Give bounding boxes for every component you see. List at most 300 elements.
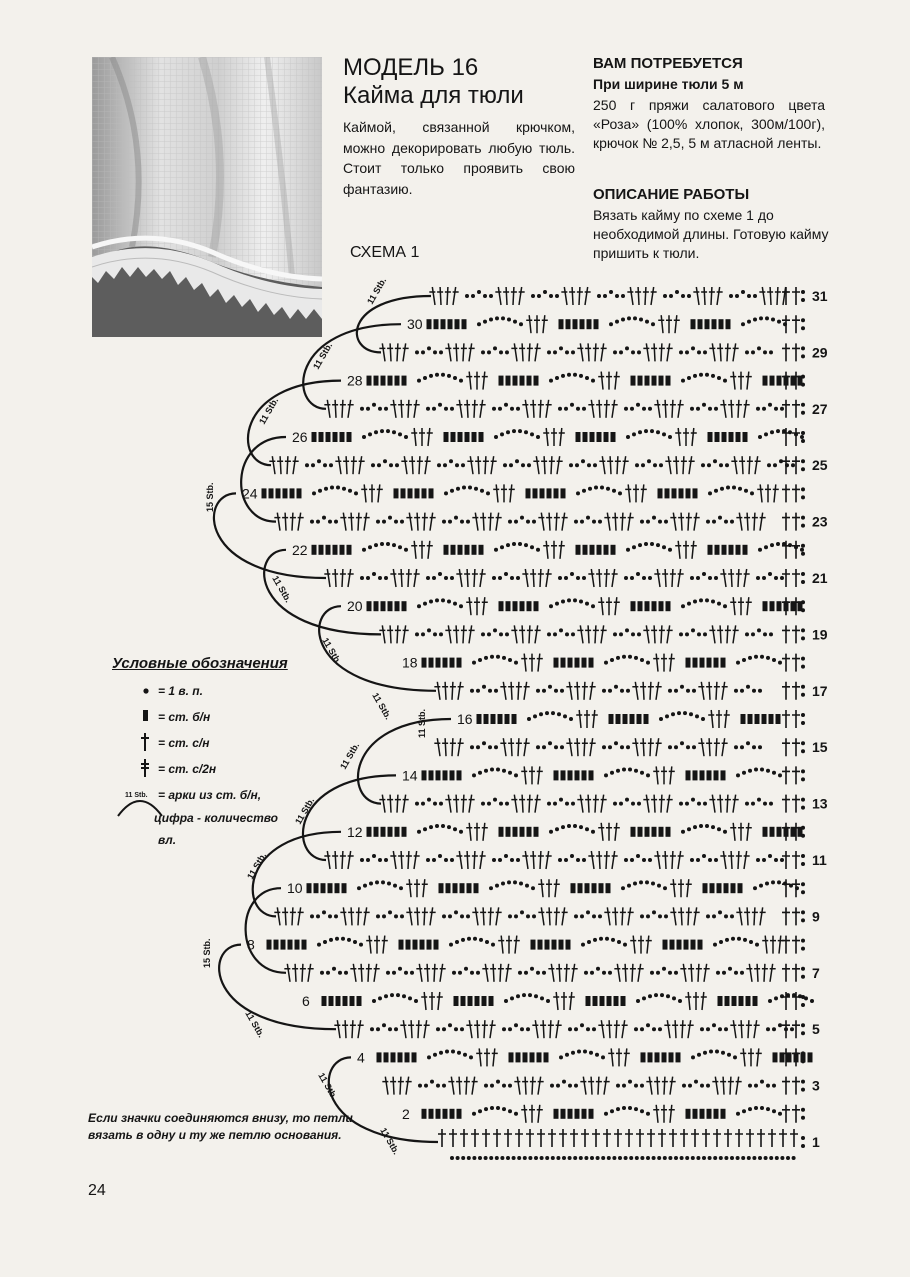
sc-stitch [589, 770, 594, 780]
dc-fan [472, 907, 478, 925]
dc-fan [488, 907, 494, 925]
chain-stitch [715, 1050, 719, 1054]
chain-stitch [439, 350, 443, 354]
dc-fan [398, 400, 404, 418]
chain-stitch [801, 1108, 805, 1112]
dc-stitch [658, 1129, 666, 1147]
sc-stitch [597, 545, 602, 555]
chain-stitch [469, 1055, 473, 1059]
sc-stitch [655, 1052, 660, 1062]
chain-stitch [801, 326, 805, 330]
dc-fan [704, 964, 710, 982]
sc-stitch [527, 376, 532, 386]
sc-stitch [335, 883, 340, 893]
chain-stitch [587, 463, 591, 467]
dc-fan [614, 372, 620, 390]
sc-stitch [554, 488, 559, 498]
chain-stitch [435, 824, 439, 828]
dc-fan [403, 625, 409, 643]
dc-fan [522, 1077, 528, 1095]
dc-fan [712, 1077, 718, 1095]
dc-fan [601, 795, 607, 813]
dc-fan [522, 400, 528, 418]
sc-stitch [708, 432, 713, 442]
chain-stitch [328, 914, 332, 918]
chain-stitch [674, 1156, 678, 1160]
sc-stitch [715, 432, 720, 442]
dc-fan [411, 541, 417, 559]
sc-stitch [589, 658, 594, 668]
sc-stitch [474, 883, 479, 893]
chain-stitch [741, 290, 745, 294]
chain-stitch [689, 712, 693, 716]
sc-stitch [715, 545, 720, 555]
chain-stitch [426, 407, 430, 411]
dc-fan [464, 1077, 470, 1095]
chain-stitch [579, 600, 583, 604]
sc-stitch [326, 432, 331, 442]
dc-fan [461, 795, 467, 813]
dc-fan [401, 456, 407, 474]
row-number-inner: 22 [292, 541, 308, 558]
chain-stitch [801, 665, 805, 669]
chain-stitch [644, 429, 648, 433]
row-number-inner: 10 [287, 880, 303, 897]
chain-stitch [426, 576, 430, 580]
dc-fan [654, 1077, 660, 1095]
dc-fan [656, 738, 662, 756]
dc-fan [608, 1048, 614, 1066]
sc-stitch [717, 883, 722, 893]
chain-stitch [496, 768, 500, 772]
sc-stitch [637, 714, 642, 724]
chain-stitch [801, 947, 805, 951]
dc-fan [429, 992, 435, 1010]
chain-stitch [555, 602, 559, 606]
dc-fan [466, 597, 472, 615]
dc-fan [340, 907, 346, 925]
row-number: 11 [812, 852, 827, 868]
dc-fan [569, 992, 575, 1010]
chain-stitch [336, 486, 340, 490]
dc-fan [434, 738, 440, 756]
dc-stitch [782, 766, 790, 784]
chain-stitch [738, 487, 742, 491]
chain-stitch [519, 322, 523, 326]
chain-stitch [751, 632, 755, 636]
dc-fan [584, 710, 590, 728]
dc-fan [736, 851, 742, 869]
sc-stitch [669, 1052, 674, 1062]
chain-stitch [748, 656, 752, 660]
sc-stitch [319, 545, 324, 555]
sc-stitch [710, 883, 715, 893]
chain-stitch [501, 316, 505, 320]
dc-fan [543, 541, 549, 559]
dc-fan [661, 1105, 667, 1123]
chain-stitch [366, 576, 370, 580]
chain-stitch [718, 516, 722, 520]
chain-stitch [384, 407, 388, 411]
chain-stitch [766, 1107, 770, 1111]
dc-stitch [702, 1129, 710, 1147]
sc-stitch [604, 432, 609, 442]
sc-stitch [698, 940, 703, 950]
chain-stitch [498, 407, 502, 411]
sc-stitch [472, 545, 477, 555]
chain-stitch [701, 717, 705, 721]
chain-stitch [505, 802, 509, 806]
arc-stitch-count: 11 Stb. [270, 574, 294, 605]
sc-stitch [686, 658, 691, 668]
chain-stitch [777, 880, 781, 884]
chain-stitch [757, 628, 761, 632]
chain-stitch [718, 1027, 722, 1031]
chain-stitch [394, 520, 398, 524]
chain-stitch [763, 632, 767, 636]
dc-fan [416, 1020, 422, 1038]
sc-stitch [457, 658, 462, 668]
chain-stitch [461, 463, 465, 467]
chain-stitch [629, 1156, 633, 1160]
chain-stitch [448, 914, 452, 918]
dc-fan [421, 992, 427, 1010]
chain-stitch [748, 1107, 752, 1111]
chain-stitch [540, 1156, 544, 1160]
chain-stitch [801, 882, 805, 886]
sc-stitch [384, 1052, 389, 1062]
chain-stitch [433, 802, 437, 806]
chain-stitch [584, 971, 588, 975]
chain-stitch [693, 374, 697, 378]
chain-stitch [733, 1055, 737, 1059]
chain-stitch [530, 967, 534, 971]
chain-stitch [348, 489, 352, 493]
chain-stitch [493, 346, 497, 350]
sc-stitch [402, 376, 407, 386]
chain-stitch [508, 914, 512, 918]
sc-stitch [454, 996, 459, 1006]
row-number: 3 [812, 1077, 820, 1094]
dc-fan [358, 1020, 364, 1038]
chain-stitch [766, 769, 770, 773]
chain-stitch [451, 1050, 455, 1054]
chain-stitch [745, 350, 749, 354]
dc-fan [466, 823, 472, 841]
chain-stitch [435, 373, 439, 377]
sc-stitch [443, 658, 448, 668]
chain-stitch [430, 1080, 434, 1084]
dc-fan [403, 343, 409, 361]
chain-stitch [685, 350, 689, 354]
dc-fan [585, 287, 591, 305]
dc-fan [527, 795, 533, 813]
dc-fan [694, 513, 700, 531]
dc-fan [516, 738, 522, 756]
sc-stitch [482, 996, 487, 1006]
chain-stitch [801, 290, 805, 294]
chain-stitch [414, 999, 418, 1003]
sc-stitch [443, 1109, 448, 1119]
chain-stitch [604, 1112, 608, 1116]
sc-stitch [395, 376, 400, 386]
sc-stitch [439, 883, 444, 893]
dc-stitch [724, 1129, 732, 1147]
chain-stitch [454, 1027, 458, 1031]
dc-stitch [792, 1077, 800, 1095]
dc-fan [672, 1020, 678, 1038]
chain-stitch [778, 661, 782, 665]
chain-stitch [612, 1156, 616, 1160]
chain-stitch [801, 544, 805, 548]
chain-stitch [648, 407, 652, 411]
chain-stitch [687, 602, 691, 606]
dc-fan [406, 907, 412, 925]
dc-fan [342, 1020, 348, 1038]
dc-fan [529, 1105, 535, 1123]
chain-stitch [551, 711, 555, 715]
chain-stitch [510, 576, 514, 580]
chain-stitch [621, 318, 625, 322]
dc-stitch [438, 1129, 446, 1147]
chain-stitch [612, 489, 616, 493]
dc-fan [554, 879, 560, 897]
chain-stitch [685, 1156, 689, 1160]
chain-stitch [450, 1156, 454, 1160]
row-number-inner: 20 [347, 598, 363, 615]
dc-fan [290, 513, 296, 531]
sc-stitch [460, 883, 465, 893]
sc-stitch [708, 545, 713, 555]
chain-stitch [517, 1156, 521, 1160]
chain-stitch [740, 745, 744, 749]
chain-stitch [415, 632, 419, 636]
dc-stitch [614, 1129, 622, 1147]
chain-stitch [322, 910, 326, 914]
chain-stitch [341, 937, 345, 941]
dc-fan [464, 851, 470, 869]
chain-stitch [549, 294, 553, 298]
chain-stitch [713, 459, 717, 463]
chain-stitch [619, 802, 623, 806]
chain-stitch [498, 576, 502, 580]
sc-stitch [398, 1052, 403, 1062]
sc-stitch [412, 1052, 417, 1062]
dc-fan [640, 738, 646, 756]
dc-fan [474, 1020, 480, 1038]
chain-stitch [727, 1053, 731, 1057]
chain-stitch [470, 689, 474, 693]
chain-stitch [372, 572, 376, 576]
chain-stitch [608, 745, 612, 749]
sc-stitch [693, 488, 698, 498]
chain-stitch [570, 854, 574, 858]
chain-stitch [490, 1106, 494, 1110]
dc-fan [395, 343, 401, 361]
chain-stitch [590, 971, 594, 975]
chain-stitch [476, 971, 480, 975]
sc-stitch [770, 376, 775, 386]
chain-stitch [508, 1084, 512, 1088]
chain-stitch [556, 1156, 560, 1160]
dc-stitch [603, 1129, 611, 1147]
chain-stitch [778, 1023, 782, 1027]
chain-stitch [801, 318, 805, 322]
chain-stitch [316, 914, 320, 918]
dc-fan [681, 456, 687, 474]
chain-stitch [524, 430, 528, 434]
dc-fan [458, 738, 464, 756]
chain-stitch [767, 463, 771, 467]
chain-stitch [496, 1080, 500, 1084]
chain-stitch [394, 1027, 398, 1031]
chain-stitch [560, 745, 564, 749]
dc-fan [382, 936, 388, 954]
chain-stitch [305, 463, 309, 467]
dc-fan [516, 682, 522, 700]
chain-stitch [384, 994, 388, 998]
chain-stitch [380, 429, 384, 433]
dc-fan [482, 597, 488, 615]
dc-fan [458, 682, 464, 700]
chain-stitch [801, 890, 805, 894]
chain-stitch [592, 520, 596, 524]
chain-stitch [699, 598, 703, 602]
chain-stitch [372, 999, 376, 1003]
chain-stitch [384, 858, 388, 862]
chain-stitch [634, 1027, 638, 1031]
dc-fan [588, 569, 594, 587]
dc-fan [593, 343, 599, 361]
dc-fan [546, 851, 552, 869]
chain-stitch [489, 1156, 493, 1160]
chain-stitch [626, 689, 630, 693]
dc-fan [469, 343, 475, 361]
chain-stitch [801, 975, 805, 979]
chain-stitch [703, 1051, 707, 1055]
sc-stitch [367, 827, 372, 837]
chain-stitch [728, 967, 732, 971]
chain-stitch [696, 576, 700, 580]
dc-fan [577, 795, 583, 813]
dc-fan [340, 569, 346, 587]
chain-stitch [658, 520, 662, 524]
row-number: 5 [812, 1021, 820, 1038]
chain-stitch [659, 717, 663, 721]
chain-stitch [608, 971, 612, 975]
chain-stitch [518, 971, 522, 975]
arc-stitch-count: 11 Stb. [365, 275, 389, 306]
dc-fan [406, 1077, 412, 1095]
chain-stitch [640, 1027, 644, 1031]
row-number: 23 [812, 513, 828, 530]
dc-stitch [782, 964, 790, 982]
chain-stitch [378, 858, 382, 862]
sc-stitch [295, 940, 300, 950]
chain-stitch [801, 439, 805, 443]
dc-fan [709, 795, 715, 813]
sc-stitch [666, 601, 671, 611]
sc-stitch [388, 601, 393, 611]
chain-stitch [567, 373, 571, 377]
arc-stitch-count: 11 Stb. [293, 795, 317, 826]
chain-stitch [756, 858, 760, 862]
dc-fan [720, 851, 726, 869]
sc-stitch [659, 376, 664, 386]
sc-stitch [561, 1109, 566, 1119]
dc-fan [350, 964, 356, 982]
dc-fan [653, 1105, 659, 1123]
chain-stitch [801, 798, 805, 802]
dc-fan [377, 484, 383, 502]
chain-stitch [487, 350, 491, 354]
sc-stitch [443, 770, 448, 780]
chain-stitch [765, 882, 769, 886]
sc-stitch [583, 432, 588, 442]
chain-stitch [526, 1027, 530, 1031]
dc-fan [480, 400, 486, 418]
dc-fan [519, 343, 525, 361]
chain-stitch [760, 655, 764, 659]
sc-stitch [446, 883, 451, 893]
chain-stitch [757, 346, 761, 350]
dc-fan [488, 513, 494, 531]
chain-stitch [801, 657, 805, 661]
dc-fan [530, 569, 536, 587]
chain-stitch [754, 1106, 758, 1110]
dc-fan [736, 907, 742, 925]
sc-stitch [599, 883, 604, 893]
chain-stitch [694, 1080, 698, 1084]
chain-stitch [502, 1107, 506, 1111]
chain-stitch [471, 294, 475, 298]
chain-stitch [479, 938, 483, 942]
dc-fan [686, 907, 692, 925]
dc-fan [648, 682, 654, 700]
dc-fan [670, 879, 676, 897]
work-text: Вязать кайму по схеме 1 до необходимой длины. Готовую кайму пришить к тюли. [593, 207, 829, 261]
chain-stitch [611, 938, 615, 942]
sc-stitch [604, 545, 609, 555]
dc-fan [607, 456, 613, 474]
chain-stitch [400, 520, 404, 524]
chain-stitch [705, 373, 709, 377]
chain-stitch [604, 661, 608, 665]
sc-stitch [736, 432, 741, 442]
dc-fan [496, 907, 502, 925]
dc-fan [633, 484, 639, 502]
dc-stitch [526, 1129, 534, 1147]
dc-fan [593, 795, 599, 813]
chain-stitch [450, 489, 454, 493]
dc-fan [669, 1105, 675, 1123]
sc-stitch [527, 601, 532, 611]
dc-fan [622, 964, 628, 982]
chain-stitch [486, 491, 490, 495]
chain-stitch [759, 884, 763, 888]
chain-stitch [559, 798, 563, 802]
chain-stitch [504, 403, 508, 407]
chain-stitch [693, 825, 697, 829]
dc-fan [678, 907, 684, 925]
dc-fan [348, 851, 354, 869]
sc-stitch [377, 1052, 382, 1062]
chain-stitch [723, 830, 727, 834]
dc-fan [506, 936, 512, 954]
chain-stitch [474, 487, 478, 491]
dc-fan [538, 400, 544, 418]
chain-stitch [780, 576, 784, 580]
